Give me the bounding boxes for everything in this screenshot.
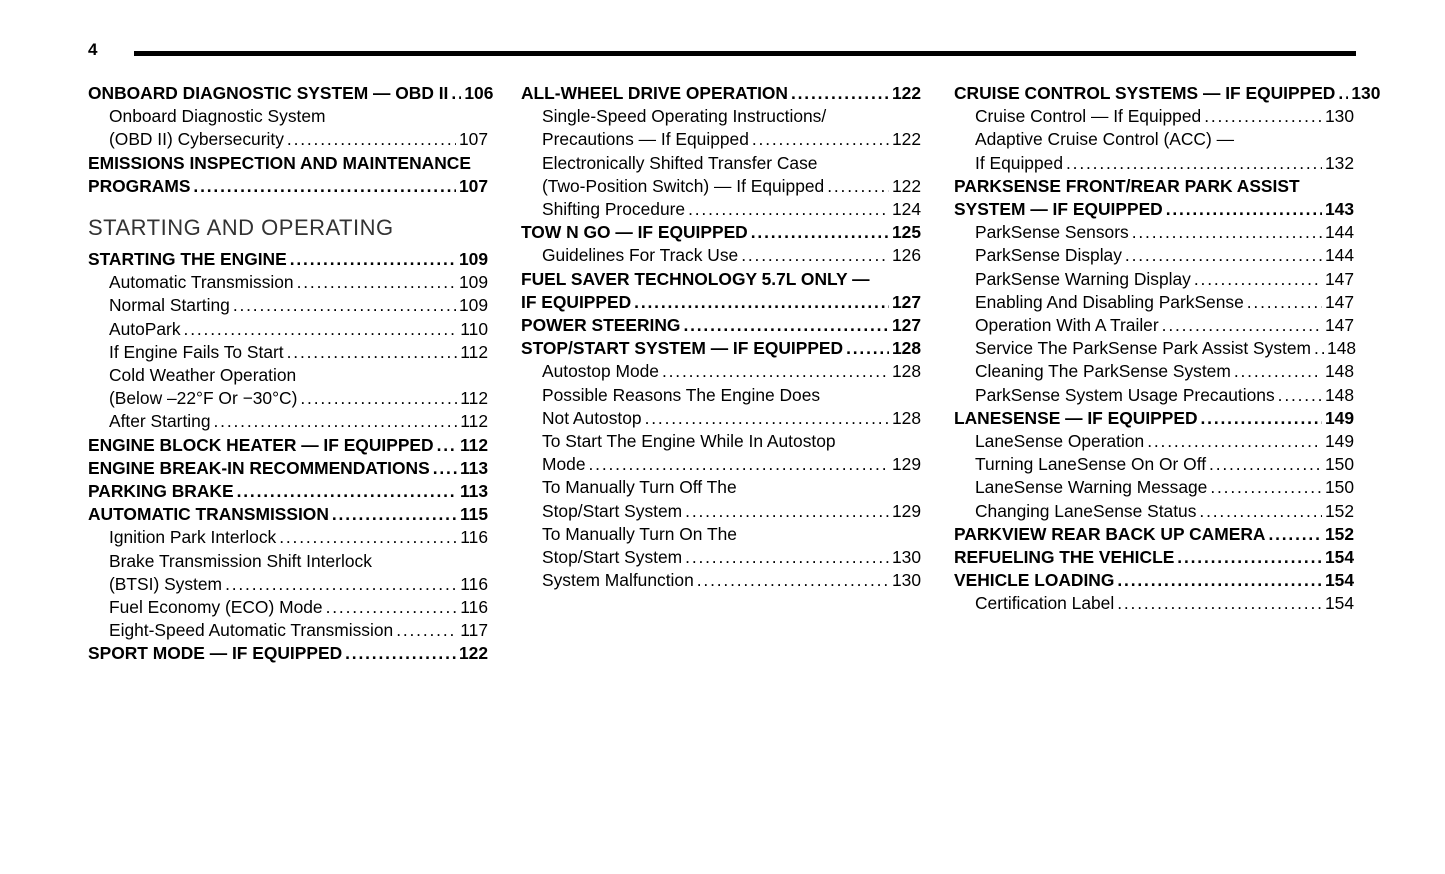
entry-title: SYSTEM — IF EQUIPPED xyxy=(954,199,1163,220)
entry-title: (OBD II) Cybersecurity xyxy=(109,129,284,150)
dot-leader xyxy=(233,294,456,317)
page-ref: 148 xyxy=(1324,384,1354,405)
page-ref: 109 xyxy=(458,272,488,293)
page-ref: 148 xyxy=(1327,338,1357,359)
toc-main-entry[interactable] xyxy=(521,268,921,314)
toc-sub-entry[interactable] xyxy=(88,550,488,596)
entry-title: Turning LaneSense On Or Off xyxy=(975,454,1207,475)
toc-sub-entry[interactable] xyxy=(521,476,921,522)
dot-leader xyxy=(685,546,889,569)
dot-leader xyxy=(752,128,889,151)
toc-sub-entry[interactable] xyxy=(521,105,921,151)
page-ref: 107 xyxy=(458,129,488,150)
page-ref: 124 xyxy=(891,199,921,220)
toc-sub-entry[interactable] xyxy=(954,244,1354,267)
entry-title: POWER STEERING xyxy=(521,315,681,336)
entry-title: To Manually Turn Off The xyxy=(542,477,737,498)
page-ref: 130 xyxy=(891,570,921,591)
page-ref: 152 xyxy=(1324,500,1354,521)
page-ref: 132 xyxy=(1324,152,1354,173)
entry-title: Cleaning The ParkSense System xyxy=(975,361,1231,382)
page-ref: 147 xyxy=(1324,268,1354,289)
entry-title: ENGINE BREAK-IN RECOMMENDATIONS xyxy=(88,457,430,478)
dot-leader xyxy=(1204,105,1322,128)
entry-title: CRUISE CONTROL SYSTEMS — IF EQUIPPED xyxy=(954,83,1336,103)
dot-leader xyxy=(645,407,889,430)
page-ref: 130 xyxy=(891,547,921,568)
dot-leader xyxy=(634,291,889,314)
dot-leader xyxy=(287,128,456,151)
entry-title: ENGINE BLOCK HEATER — IF EQUIPPED xyxy=(88,434,434,455)
entry-title: ParkSense Sensors xyxy=(975,222,1129,243)
toc-sub-entry[interactable] xyxy=(88,294,488,317)
dot-leader xyxy=(1247,291,1322,314)
dot-leader xyxy=(290,248,456,271)
entry-title: Service The ParkSense Park Assist System xyxy=(975,338,1312,359)
page-ref: 126 xyxy=(891,245,921,266)
dot-leader xyxy=(688,198,889,221)
toc-sub-entry[interactable] xyxy=(954,476,1354,499)
entry-title: Enabling And Disabling ParkSense xyxy=(975,291,1244,312)
page-ref: 116 xyxy=(460,573,488,594)
toc-column-2 xyxy=(521,82,921,592)
entry-title: Fuel Economy (ECO) Mode xyxy=(109,597,323,618)
entry-title: (BTSI) System xyxy=(109,573,223,594)
toc-sub-entry[interactable] xyxy=(88,318,488,341)
toc-main-entry[interactable] xyxy=(954,175,1354,221)
dot-leader xyxy=(589,453,889,476)
dot-leader xyxy=(225,573,457,596)
dot-leader xyxy=(697,569,889,592)
page-ref: 116 xyxy=(460,527,488,548)
page-ref: 154 xyxy=(1324,570,1354,591)
dot-leader xyxy=(827,175,889,198)
entry-title: PROGRAMS xyxy=(88,175,191,196)
header-rule xyxy=(134,51,1356,56)
page-ref: 128 xyxy=(891,407,921,428)
toc-main-entry[interactable] xyxy=(954,546,1354,569)
page-number: 4 xyxy=(88,40,98,59)
toc-sub-entry[interactable] xyxy=(954,500,1354,523)
page-ref: 127 xyxy=(891,315,921,336)
page-ref: 116 xyxy=(460,597,488,618)
dot-leader xyxy=(300,387,457,410)
toc-sub-entry[interactable] xyxy=(954,592,1354,615)
dot-leader xyxy=(683,314,889,337)
toc-sub-entry[interactable] xyxy=(954,128,1354,174)
page-ref: 127 xyxy=(891,291,921,312)
entry-title: Brake Transmission Shift Interlock xyxy=(109,550,372,571)
dot-leader xyxy=(1166,198,1322,221)
entry-title: Ignition Park Interlock xyxy=(109,527,277,548)
dot-leader xyxy=(193,175,456,198)
page-ref: 115 xyxy=(459,504,488,525)
dot-leader xyxy=(1177,546,1322,569)
toc-main-entry[interactable] xyxy=(88,480,488,503)
toc-main-entry[interactable] xyxy=(954,523,1354,546)
dot-leader xyxy=(279,526,457,549)
toc-sub-entry[interactable] xyxy=(88,526,488,549)
page-ref: 125 xyxy=(891,222,921,243)
page-ref: 129 xyxy=(891,454,921,475)
toc-main-entry[interactable] xyxy=(954,407,1354,430)
dot-leader xyxy=(1132,221,1322,244)
dot-leader xyxy=(751,221,889,244)
dot-leader xyxy=(332,503,457,526)
entry-title: Precautions — If Equipped xyxy=(542,129,749,150)
toc-main-entry[interactable] xyxy=(521,337,921,360)
page-ref: 154 xyxy=(1324,593,1354,614)
entry-title: Autostop Mode xyxy=(542,361,659,382)
page-ref: 130 xyxy=(1351,83,1381,103)
dot-leader xyxy=(1278,384,1322,407)
entry-title: Electronically Shifted Transfer Case xyxy=(542,152,818,173)
entry-title: Mode xyxy=(542,454,586,475)
dot-leader xyxy=(1338,82,1348,105)
toc-sub-entry[interactable] xyxy=(521,430,921,476)
dot-leader xyxy=(345,642,456,665)
entry-title: Onboard Diagnostic System xyxy=(109,106,326,127)
dot-leader xyxy=(451,82,461,105)
entry-title: (Two-Position Switch) — If Equipped xyxy=(542,175,825,196)
entry-title: Not Autostop xyxy=(542,407,642,428)
entry-title: Cold Weather Operation xyxy=(109,365,297,386)
section-heading: STARTING AND OPERATING xyxy=(88,215,394,241)
entry-title: Stop/Start System xyxy=(542,500,683,521)
dot-leader xyxy=(214,410,458,433)
entry-title: PARKING BRAKE xyxy=(88,481,234,502)
page-ref: 149 xyxy=(1324,407,1354,428)
toc-sub-entry[interactable] xyxy=(521,244,921,267)
dot-leader xyxy=(326,596,458,619)
page-ref: 152 xyxy=(1324,523,1354,544)
toc-sub-entry[interactable] xyxy=(521,360,921,383)
page-ref: 112 xyxy=(459,434,488,455)
page-ref: 143 xyxy=(1324,199,1354,220)
dot-leader xyxy=(1147,430,1322,453)
entry-title: Cruise Control — If Equipped xyxy=(975,106,1202,127)
entry-title: Automatic Transmission xyxy=(109,272,294,293)
entry-title: ParkSense System Usage Precautions xyxy=(975,384,1275,405)
toc-sub-entry[interactable] xyxy=(954,430,1354,453)
dot-leader xyxy=(1066,152,1322,175)
entry-title: AUTOMATIC TRANSMISSION xyxy=(88,504,329,525)
dot-leader xyxy=(297,271,456,294)
dot-leader xyxy=(237,480,457,503)
toc-sub-entry[interactable] xyxy=(954,268,1354,291)
page-ref: 122 xyxy=(891,129,921,150)
dot-leader xyxy=(1201,407,1322,430)
page-ref: 109 xyxy=(458,295,488,316)
entry-title: Possible Reasons The Engine Does xyxy=(542,384,821,405)
toc-main-entry[interactable] xyxy=(88,82,494,105)
entry-title: ParkSense Warning Display xyxy=(975,268,1191,289)
page-ref: 128 xyxy=(891,338,921,359)
dot-leader xyxy=(741,244,889,267)
page-ref: 106 xyxy=(464,83,494,103)
toc-sub-entry[interactable] xyxy=(88,619,488,642)
entry-title: If Equipped xyxy=(975,152,1063,173)
entry-title: LANESENSE — IF EQUIPPED xyxy=(954,407,1198,428)
entry-title: Adaptive Cruise Control (ACC) — xyxy=(975,129,1235,150)
toc-sub-entry[interactable] xyxy=(954,384,1354,407)
entry-title: Certification Label xyxy=(975,593,1115,614)
entry-title: PARKSENSE FRONT/REAR PARK ASSIST xyxy=(954,175,1300,196)
dot-leader xyxy=(1210,476,1322,499)
entry-title: REFUELING THE VEHICLE xyxy=(954,547,1175,568)
page-ref: 148 xyxy=(1324,361,1354,382)
toc-main-entry[interactable] xyxy=(521,314,921,337)
dot-leader xyxy=(1194,268,1322,291)
entry-title: FUEL SAVER TECHNOLOGY 5.7L ONLY — xyxy=(521,268,870,289)
toc-sub-entry[interactable] xyxy=(88,596,488,619)
toc-column-3 xyxy=(954,82,1381,616)
entry-title: After Starting xyxy=(109,411,211,432)
page-ref: 150 xyxy=(1324,454,1354,475)
toc-sub-entry[interactable] xyxy=(954,360,1354,383)
page-ref: 128 xyxy=(891,361,921,382)
page-ref: 122 xyxy=(891,175,921,196)
toc-sub-entry[interactable] xyxy=(954,291,1354,314)
entry-title: ParkSense Display xyxy=(975,245,1122,266)
toc-sub-entry[interactable] xyxy=(521,569,921,592)
entry-title: Changing LaneSense Status xyxy=(975,500,1197,521)
dot-leader xyxy=(184,318,458,341)
dot-leader xyxy=(1199,500,1322,523)
dot-leader xyxy=(437,434,457,457)
toc-main-entry[interactable] xyxy=(88,457,488,480)
page-ref: 113 xyxy=(459,457,488,478)
toc-sub-entry[interactable] xyxy=(88,271,488,294)
entry-title: AutoPark xyxy=(109,318,181,339)
dot-leader xyxy=(791,82,889,105)
toc-sub-entry[interactable] xyxy=(88,410,488,433)
page-ref: 147 xyxy=(1324,315,1354,336)
toc-sub-entry[interactable] xyxy=(954,337,1357,360)
entry-title: If Engine Fails To Start xyxy=(109,341,284,362)
toc-sub-entry[interactable] xyxy=(954,314,1354,337)
entry-title: IF EQUIPPED xyxy=(521,291,632,312)
page-ref: 122 xyxy=(458,643,488,664)
dot-leader xyxy=(287,341,458,364)
toc-sub-entry[interactable] xyxy=(521,198,921,221)
page-ref: 144 xyxy=(1324,222,1354,243)
entry-title: Operation With A Trailer xyxy=(975,315,1159,336)
page-ref: 122 xyxy=(891,83,921,103)
page-ref: 107 xyxy=(458,175,488,196)
page-ref: 149 xyxy=(1324,431,1354,452)
entry-title: Guidelines For Track Use xyxy=(542,245,739,266)
entry-title: To Manually Turn On The xyxy=(542,523,737,544)
toc-sub-entry[interactable] xyxy=(954,453,1354,476)
entry-title: Shifting Procedure xyxy=(542,199,686,220)
dot-leader xyxy=(396,619,457,642)
page-ref: 109 xyxy=(458,249,488,270)
page-ref: 113 xyxy=(459,481,488,502)
entry-title: (Below –22°F Or −30°C) xyxy=(109,388,298,409)
toc-main-entry[interactable] xyxy=(954,82,1381,105)
entry-title: ALL-WHEEL DRIVE OPERATION xyxy=(521,83,788,103)
page-ref: 130 xyxy=(1324,106,1354,127)
toc-sub-entry[interactable] xyxy=(954,105,1354,128)
toc-sub-entry[interactable] xyxy=(521,523,921,569)
entry-title: Single-Speed Operating Instructions/ xyxy=(542,106,827,127)
toc-sub-entry[interactable] xyxy=(88,341,488,364)
page-ref: 147 xyxy=(1324,291,1354,312)
page-ref: 129 xyxy=(891,500,921,521)
toc-main-entry[interactable] xyxy=(521,221,921,244)
toc-main-entry[interactable] xyxy=(88,152,488,198)
toc-main-entry[interactable] xyxy=(88,434,488,457)
page-ref: 117 xyxy=(460,620,488,641)
entry-title: STOP/START SYSTEM — IF EQUIPPED xyxy=(521,338,844,359)
page-ref: 112 xyxy=(460,411,488,432)
entry-title: Stop/Start System xyxy=(542,547,683,568)
entry-title: Eight-Speed Automatic Transmission xyxy=(109,620,394,641)
entry-title: TOW N GO — IF EQUIPPED xyxy=(521,222,748,243)
dot-leader xyxy=(846,337,889,360)
toc-sub-entry[interactable] xyxy=(521,384,921,430)
toc-main-entry[interactable] xyxy=(88,248,488,271)
toc-sub-entry[interactable] xyxy=(88,364,488,410)
dot-leader xyxy=(1234,360,1322,383)
entry-title: LaneSense Operation xyxy=(975,431,1145,452)
toc-main-entry[interactable] xyxy=(954,569,1354,592)
toc-main-entry[interactable] xyxy=(88,503,488,526)
entry-title: System Malfunction xyxy=(542,570,694,591)
toc-main-entry[interactable] xyxy=(521,82,921,105)
entry-title: To Start The Engine While In Autostop xyxy=(542,431,836,452)
dot-leader xyxy=(1117,592,1322,615)
entry-title: STARTING THE ENGINE xyxy=(88,249,287,270)
dot-leader xyxy=(1314,337,1324,360)
page-ref: 110 xyxy=(460,318,488,339)
entry-title: LaneSense Warning Message xyxy=(975,477,1208,498)
page-ref: 154 xyxy=(1324,547,1354,568)
toc-sub-entry[interactable] xyxy=(88,105,488,151)
dot-leader xyxy=(685,500,889,523)
dot-leader xyxy=(1162,314,1322,337)
page-ref: 150 xyxy=(1324,477,1354,498)
page-ref: 112 xyxy=(460,341,488,362)
page-ref: 144 xyxy=(1324,245,1354,266)
dot-leader xyxy=(1117,569,1322,592)
dot-leader xyxy=(433,457,457,480)
toc-column-1 xyxy=(88,82,494,666)
toc-main-entry[interactable] xyxy=(88,642,488,665)
toc-sub-entry[interactable] xyxy=(954,221,1354,244)
dot-leader xyxy=(662,360,889,383)
entry-title: PARKVIEW REAR BACK UP CAMERA xyxy=(954,523,1266,544)
dot-leader xyxy=(1268,523,1322,546)
dot-leader xyxy=(1209,453,1322,476)
dot-leader xyxy=(1125,244,1322,267)
entry-title: EMISSIONS INSPECTION AND MAINTENANCE xyxy=(88,152,471,173)
entry-title: Normal Starting xyxy=(109,295,230,316)
toc-sub-entry[interactable] xyxy=(521,152,921,198)
entry-title: VEHICLE LOADING xyxy=(954,570,1115,591)
entry-title: ONBOARD DIAGNOSTIC SYSTEM — OBD II xyxy=(88,83,449,103)
entry-title: SPORT MODE — IF EQUIPPED xyxy=(88,643,343,664)
page-ref: 112 xyxy=(460,388,488,409)
